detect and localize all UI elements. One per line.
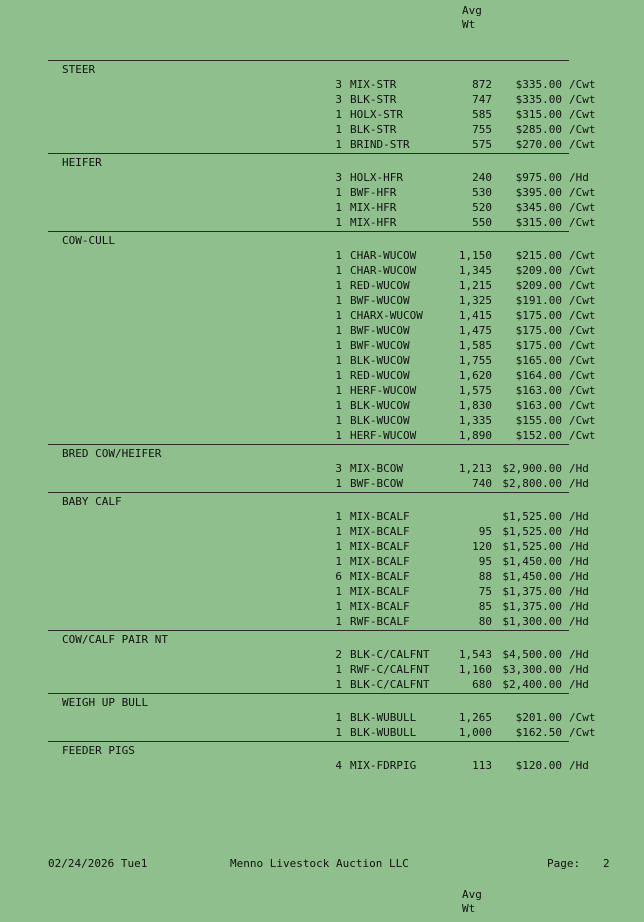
price-cell: $209.00 bbox=[515, 264, 562, 277]
qty-cell: 3 bbox=[335, 171, 342, 184]
unit-cell: /Hd bbox=[569, 678, 589, 691]
qty-cell: 1 bbox=[335, 663, 342, 676]
desc-cell: BWF-HFR bbox=[350, 186, 397, 199]
avg-wt-cell: 1,150 bbox=[458, 249, 492, 262]
unit-cell: /Hd bbox=[569, 540, 589, 553]
unit-cell: /Hd bbox=[569, 600, 589, 613]
unit-cell: /Cwt bbox=[569, 399, 596, 412]
price-cell: $152.00 bbox=[515, 429, 562, 442]
desc-cell: HERF-WUCOW bbox=[350, 384, 417, 397]
qty-cell: 1 bbox=[335, 324, 342, 337]
price-cell: $175.00 bbox=[515, 324, 562, 337]
section-title: FEEDER PIGS bbox=[62, 744, 135, 757]
unit-cell: /Cwt bbox=[569, 324, 596, 337]
qty-cell: 1 bbox=[335, 399, 342, 412]
unit-cell: /Cwt bbox=[569, 429, 596, 442]
desc-cell: BLK-STR bbox=[350, 93, 397, 106]
qty-cell: 2 bbox=[335, 648, 342, 661]
unit-cell: /Hd bbox=[569, 525, 589, 538]
avg-wt-cell: 120 bbox=[472, 540, 492, 553]
avg-wt-cell: 520 bbox=[472, 201, 492, 214]
section-divider bbox=[48, 231, 569, 232]
price-cell: $1,450.00 bbox=[502, 555, 562, 568]
avg-wt-cell: 75 bbox=[478, 585, 492, 598]
qty-cell: 1 bbox=[335, 123, 342, 136]
desc-cell: MIX-BCALF bbox=[350, 525, 410, 538]
qty-cell: 3 bbox=[335, 462, 342, 475]
desc-cell: BWF-WUCOW bbox=[350, 339, 410, 352]
avg-wt-cell: 1,890 bbox=[458, 429, 492, 442]
section-title: COW-CULL bbox=[62, 234, 115, 247]
desc-cell: RWF-C/CALFNT bbox=[350, 663, 430, 676]
avg-wt-cell: 85 bbox=[478, 600, 492, 613]
desc-cell: BLK-WUBULL bbox=[350, 711, 417, 724]
unit-cell: /Hd bbox=[569, 555, 589, 568]
section-title: WEIGH UP BULL bbox=[62, 696, 149, 709]
page-label: Page: bbox=[547, 857, 581, 870]
price-cell: $175.00 bbox=[515, 309, 562, 322]
avg-wt-cell: 1,213 bbox=[458, 462, 492, 475]
avg-wt-cell: 1,620 bbox=[458, 369, 492, 382]
unit-cell: /Hd bbox=[569, 570, 589, 583]
price-cell: $3,300.00 bbox=[502, 663, 562, 676]
desc-cell: BLK-WUBULL bbox=[350, 726, 417, 739]
price-cell: $191.00 bbox=[515, 294, 562, 307]
qty-cell: 1 bbox=[335, 600, 342, 613]
unit-cell: /Cwt bbox=[569, 309, 596, 322]
unit-cell: /Cwt bbox=[569, 138, 596, 151]
desc-cell: HOLX-HFR bbox=[350, 171, 403, 184]
qty-cell: 1 bbox=[335, 525, 342, 538]
desc-cell: CHAR-WUCOW bbox=[350, 249, 417, 262]
avg-wt-cell: 550 bbox=[472, 216, 492, 229]
price-cell: $4,500.00 bbox=[502, 648, 562, 661]
unit-cell: /Hd bbox=[569, 648, 589, 661]
desc-cell: MIX-BCALF bbox=[350, 510, 410, 523]
avg-wt-cell: 88 bbox=[478, 570, 492, 583]
price-cell: $165.00 bbox=[515, 354, 562, 367]
price-cell: $163.00 bbox=[515, 399, 562, 412]
desc-cell: MIX-STR bbox=[350, 78, 397, 91]
price-cell: $335.00 bbox=[515, 78, 562, 91]
qty-cell: 3 bbox=[335, 78, 342, 91]
page-number: 2 bbox=[603, 857, 610, 870]
desc-cell: MIX-BCALF bbox=[350, 570, 410, 583]
avg-wt-cell: 680 bbox=[472, 678, 492, 691]
unit-cell: /Cwt bbox=[569, 186, 596, 199]
price-cell: $1,450.00 bbox=[502, 570, 562, 583]
price-cell: $1,525.00 bbox=[502, 540, 562, 553]
wt-header-label-bottom: Wt bbox=[462, 902, 476, 915]
section-title: STEER bbox=[62, 63, 96, 76]
price-cell: $1,525.00 bbox=[502, 510, 562, 523]
unit-cell: /Hd bbox=[569, 477, 589, 490]
qty-cell: 1 bbox=[335, 249, 342, 262]
unit-cell: /Cwt bbox=[569, 78, 596, 91]
avg-wt-cell: 740 bbox=[472, 477, 492, 490]
qty-cell: 1 bbox=[335, 678, 342, 691]
price-cell: $201.00 bbox=[515, 711, 562, 724]
price-cell: $270.00 bbox=[515, 138, 562, 151]
price-cell: $215.00 bbox=[515, 249, 562, 262]
qty-cell: 1 bbox=[335, 585, 342, 598]
section-divider bbox=[48, 693, 569, 694]
desc-cell: BLK-C/CALFNT bbox=[350, 678, 430, 691]
qty-cell: 1 bbox=[335, 339, 342, 352]
avg-wt-cell: 1,335 bbox=[458, 414, 492, 427]
qty-cell: 1 bbox=[335, 108, 342, 121]
avg-wt-cell: 1,543 bbox=[458, 648, 492, 661]
qty-cell: 1 bbox=[335, 264, 342, 277]
avg-wt-cell: 585 bbox=[472, 108, 492, 121]
qty-cell: 1 bbox=[335, 615, 342, 628]
unit-cell: /Cwt bbox=[569, 279, 596, 292]
unit-cell: /Cwt bbox=[569, 93, 596, 106]
unit-cell: /Hd bbox=[569, 462, 589, 475]
section-divider bbox=[48, 444, 569, 445]
price-cell: $2,400.00 bbox=[502, 678, 562, 691]
desc-cell: MIX-HFR bbox=[350, 216, 397, 229]
avg-wt-cell: 755 bbox=[472, 123, 492, 136]
price-cell: $120.00 bbox=[515, 759, 562, 772]
qty-cell: 1 bbox=[335, 309, 342, 322]
avg-wt-cell: 240 bbox=[472, 171, 492, 184]
desc-cell: BWF-WUCOW bbox=[350, 324, 410, 337]
unit-cell: /Hd bbox=[569, 510, 589, 523]
desc-cell: MIX-BCALF bbox=[350, 585, 410, 598]
desc-cell: BLK-WUCOW bbox=[350, 414, 410, 427]
qty-cell: 1 bbox=[335, 279, 342, 292]
unit-cell: /Cwt bbox=[569, 369, 596, 382]
qty-cell: 6 bbox=[335, 570, 342, 583]
unit-cell: /Cwt bbox=[569, 726, 596, 739]
price-cell: $315.00 bbox=[515, 216, 562, 229]
avg-wt-cell: 530 bbox=[472, 186, 492, 199]
avg-wt-cell: 1,415 bbox=[458, 309, 492, 322]
qty-cell: 1 bbox=[335, 429, 342, 442]
report-date: 02/24/2026 Tue1 bbox=[48, 857, 148, 870]
desc-cell: MIX-FDRPIG bbox=[350, 759, 417, 772]
desc-cell: MIX-BCALF bbox=[350, 555, 410, 568]
section-divider bbox=[48, 741, 569, 742]
unit-cell: /Hd bbox=[569, 663, 589, 676]
price-cell: $975.00 bbox=[515, 171, 562, 184]
price-cell: $175.00 bbox=[515, 339, 562, 352]
avg-wt-cell: 872 bbox=[472, 78, 492, 91]
section-divider bbox=[48, 153, 569, 154]
desc-cell: BRIND-STR bbox=[350, 138, 410, 151]
qty-cell: 1 bbox=[335, 384, 342, 397]
desc-cell: BLK-STR bbox=[350, 123, 397, 136]
price-cell: $1,375.00 bbox=[502, 600, 562, 613]
unit-cell: /Hd bbox=[569, 759, 589, 772]
avg-header-label: Avg bbox=[462, 4, 482, 17]
price-cell: $395.00 bbox=[515, 186, 562, 199]
avg-wt-cell: 1,160 bbox=[458, 663, 492, 676]
desc-cell: MIX-HFR bbox=[350, 201, 397, 214]
section-divider bbox=[48, 60, 569, 61]
avg-wt-cell: 575 bbox=[472, 138, 492, 151]
price-cell: $335.00 bbox=[515, 93, 562, 106]
qty-cell: 1 bbox=[335, 354, 342, 367]
avg-wt-cell: 1,265 bbox=[458, 711, 492, 724]
desc-cell: BWF-WUCOW bbox=[350, 294, 410, 307]
price-cell: $2,800.00 bbox=[502, 477, 562, 490]
avg-header-label-bottom: Avg bbox=[462, 888, 482, 901]
unit-cell: /Cwt bbox=[569, 339, 596, 352]
unit-cell: /Hd bbox=[569, 615, 589, 628]
qty-cell: 1 bbox=[335, 711, 342, 724]
avg-wt-cell: 1,215 bbox=[458, 279, 492, 292]
desc-cell: MIX-BCOW bbox=[350, 462, 403, 475]
price-cell: $345.00 bbox=[515, 201, 562, 214]
unit-cell: /Hd bbox=[569, 585, 589, 598]
price-cell: $2,900.00 bbox=[502, 462, 562, 475]
unit-cell: /Cwt bbox=[569, 108, 596, 121]
section-title: BRED COW/HEIFER bbox=[62, 447, 162, 460]
price-cell: $285.00 bbox=[515, 123, 562, 136]
avg-wt-cell: 1,000 bbox=[458, 726, 492, 739]
wt-header-label: Wt bbox=[462, 18, 476, 31]
price-cell: $163.00 bbox=[515, 384, 562, 397]
qty-cell: 1 bbox=[335, 369, 342, 382]
section-title: BABY CALF bbox=[62, 495, 122, 508]
price-cell: $1,375.00 bbox=[502, 585, 562, 598]
desc-cell: RED-WUCOW bbox=[350, 369, 410, 382]
desc-cell: RWF-BCALF bbox=[350, 615, 410, 628]
desc-cell: BWF-BCOW bbox=[350, 477, 403, 490]
avg-wt-cell: 113 bbox=[472, 759, 492, 772]
price-cell: $1,525.00 bbox=[502, 525, 562, 538]
qty-cell: 1 bbox=[335, 294, 342, 307]
avg-wt-cell: 1,585 bbox=[458, 339, 492, 352]
avg-wt-cell: 80 bbox=[478, 615, 492, 628]
avg-wt-cell: 747 bbox=[472, 93, 492, 106]
section-divider bbox=[48, 492, 569, 493]
price-cell: $162.50 bbox=[515, 726, 562, 739]
unit-cell: /Cwt bbox=[569, 354, 596, 367]
avg-wt-cell: 95 bbox=[478, 555, 492, 568]
avg-wt-cell: 1,325 bbox=[458, 294, 492, 307]
unit-cell: /Cwt bbox=[569, 201, 596, 214]
price-cell: $155.00 bbox=[515, 414, 562, 427]
qty-cell: 1 bbox=[335, 138, 342, 151]
qty-cell: 1 bbox=[335, 555, 342, 568]
qty-cell: 1 bbox=[335, 540, 342, 553]
qty-cell: 1 bbox=[335, 477, 342, 490]
desc-cell: MIX-BCALF bbox=[350, 540, 410, 553]
desc-cell: BLK-WUCOW bbox=[350, 354, 410, 367]
company-name: Menno Livestock Auction LLC bbox=[230, 857, 409, 870]
avg-wt-cell: 1,345 bbox=[458, 264, 492, 277]
unit-cell: /Cwt bbox=[569, 264, 596, 277]
unit-cell: /Hd bbox=[569, 171, 589, 184]
qty-cell: 4 bbox=[335, 759, 342, 772]
desc-cell: BLK-WUCOW bbox=[350, 399, 410, 412]
unit-cell: /Cwt bbox=[569, 711, 596, 724]
qty-cell: 1 bbox=[335, 726, 342, 739]
desc-cell: BLK-C/CALFNT bbox=[350, 648, 430, 661]
qty-cell: 1 bbox=[335, 414, 342, 427]
unit-cell: /Cwt bbox=[569, 123, 596, 136]
section-divider bbox=[48, 630, 569, 631]
unit-cell: /Cwt bbox=[569, 216, 596, 229]
section-title: COW/CALF PAIR NT bbox=[62, 633, 168, 646]
unit-cell: /Cwt bbox=[569, 294, 596, 307]
desc-cell: HOLX-STR bbox=[350, 108, 403, 121]
price-cell: $209.00 bbox=[515, 279, 562, 292]
desc-cell: RED-WUCOW bbox=[350, 279, 410, 292]
qty-cell: 1 bbox=[335, 510, 342, 523]
unit-cell: /Cwt bbox=[569, 249, 596, 262]
desc-cell: MIX-BCALF bbox=[350, 600, 410, 613]
desc-cell: CHAR-WUCOW bbox=[350, 264, 417, 277]
desc-cell: CHARX-WUCOW bbox=[350, 309, 423, 322]
unit-cell: /Cwt bbox=[569, 414, 596, 427]
price-cell: $1,300.00 bbox=[502, 615, 562, 628]
price-cell: $164.00 bbox=[515, 369, 562, 382]
avg-wt-cell: 1,575 bbox=[458, 384, 492, 397]
qty-cell: 1 bbox=[335, 201, 342, 214]
avg-wt-cell: 95 bbox=[478, 525, 492, 538]
avg-wt-cell: 1,755 bbox=[458, 354, 492, 367]
unit-cell: /Cwt bbox=[569, 384, 596, 397]
avg-wt-cell: 1,830 bbox=[458, 399, 492, 412]
desc-cell: HERF-WUCOW bbox=[350, 429, 417, 442]
qty-cell: 1 bbox=[335, 216, 342, 229]
avg-wt-cell: 1,475 bbox=[458, 324, 492, 337]
price-cell: $315.00 bbox=[515, 108, 562, 121]
section-title: HEIFER bbox=[62, 156, 102, 169]
qty-cell: 3 bbox=[335, 93, 342, 106]
qty-cell: 1 bbox=[335, 186, 342, 199]
